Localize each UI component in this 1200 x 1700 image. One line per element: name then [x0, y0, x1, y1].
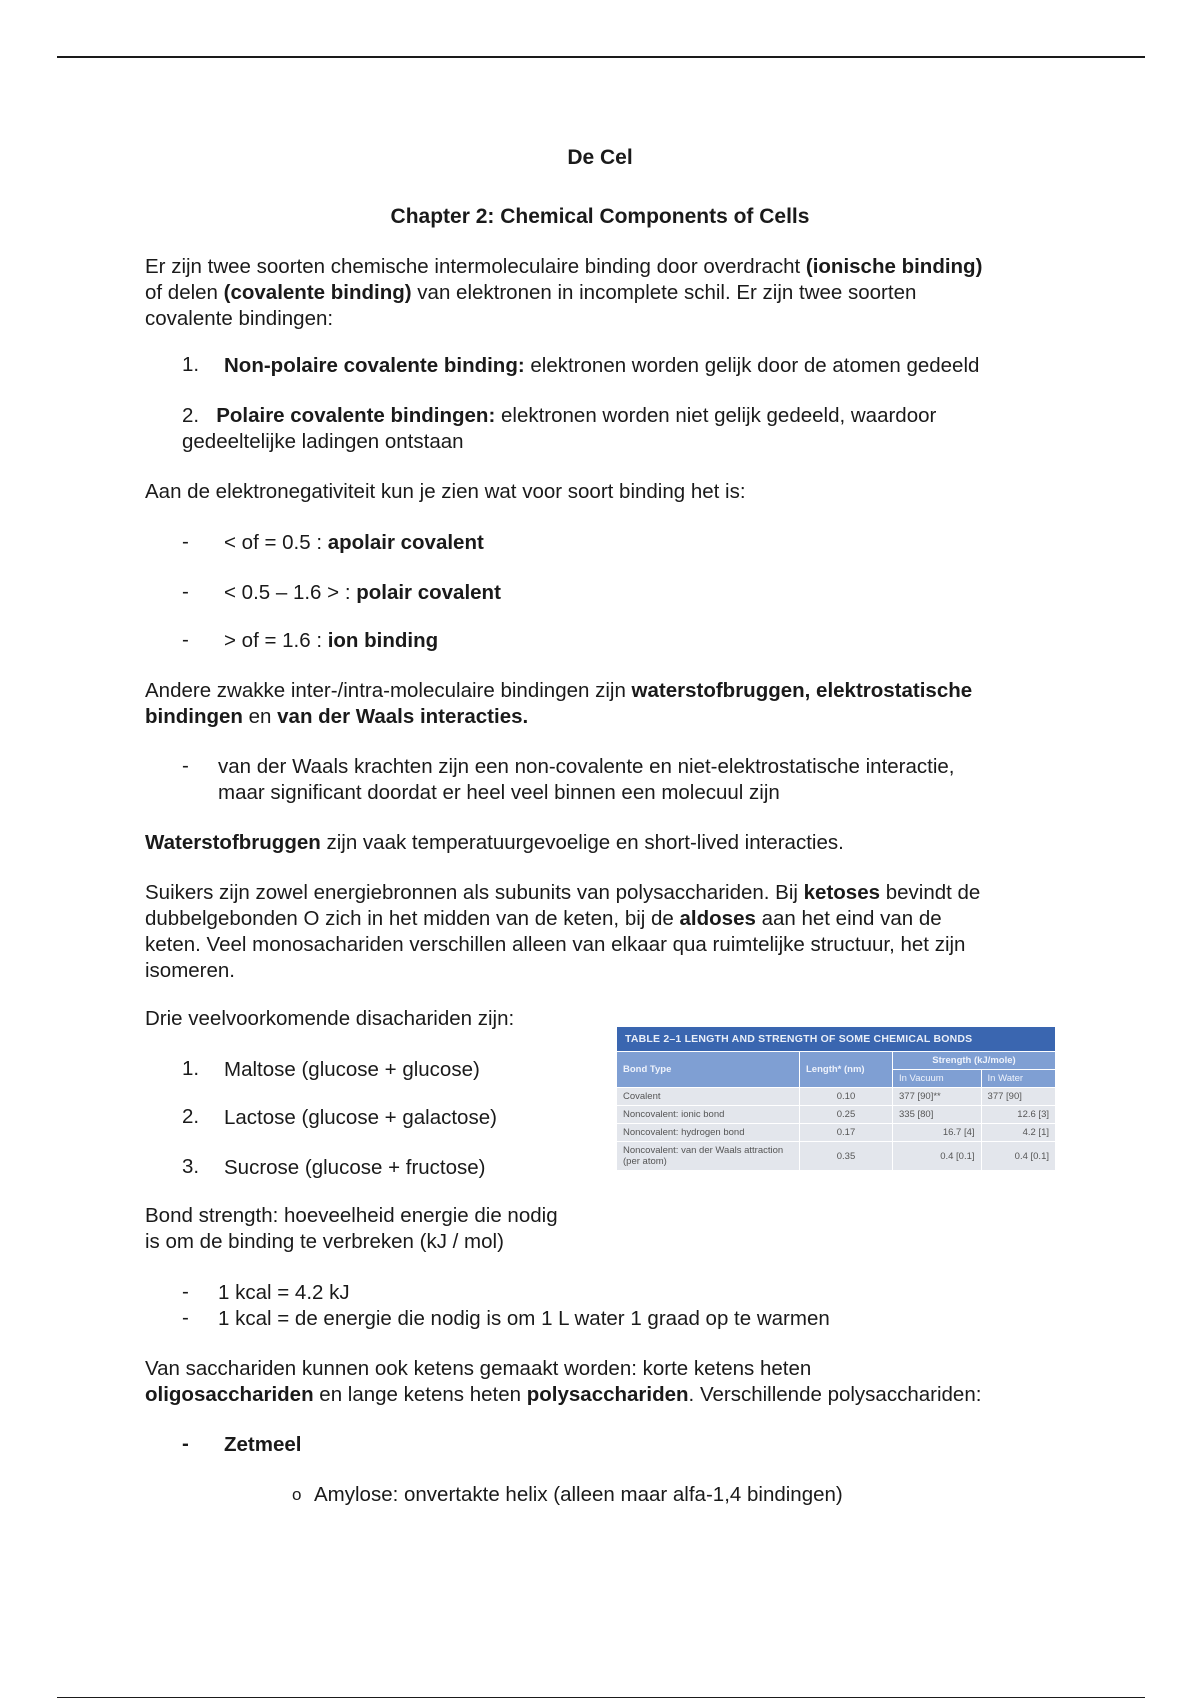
- dash-bullet: -: [182, 580, 189, 603]
- list-item: 1 kcal = 4.2 kJ: [218, 1281, 350, 1304]
- hydrogen-bond-paragraph: Waterstofbruggen zijn vaak temperatuurgevoelige en short-lived interacties.: [145, 831, 844, 854]
- sugars-paragraph: Suikers zijn zowel energiebronnen als subunits van polysacchariden. Bij ketoses bevindt de dubbelgebonden O zich in het midden van de keten, bij de aldoses aan het eind van de keten. Veel monosachariden verschillen alleen van elkaar qua ruimtelijke structuur, het zijn isomeren.: [145, 881, 981, 982]
- dash-bullet: -: [182, 1280, 189, 1303]
- table-cell: 0.4 [0.1]: [893, 1142, 982, 1171]
- table-cell: 0.4 [0.1]: [981, 1142, 1055, 1171]
- circle-bullet: o: [292, 1485, 302, 1504]
- table-cell: 335 [80]: [893, 1106, 982, 1124]
- electronegativity-intro: Aan de elektronegativiteit kun je zien wat voor soort binding het is:: [145, 480, 746, 503]
- bond-strength-table: [616, 1026, 1056, 1171]
- table-row: [617, 1106, 1056, 1124]
- table-cell: Covalent: [617, 1088, 800, 1106]
- table-caption: TABLE 2–1 LENGTH AND STRENGTH OF SOME CHEMICAL BONDS: [617, 1027, 1056, 1052]
- list-number: 1.: [182, 353, 200, 376]
- list-item: > of = 1.6 : ion binding: [224, 629, 439, 652]
- table-row: [617, 1088, 1056, 1106]
- polysaccharides-paragraph: Van sacchariden kunnen ook ketens gemaakt worden: korte ketens heten oligosacchariden en lange ketens heten polysacchariden. Verschillende polysacchariden:: [145, 1357, 982, 1406]
- table-cell: 16.7 [4]: [893, 1124, 982, 1142]
- list-item: 1 kcal = de energie die nodig is om 1 L water 1 graad op te warmen: [218, 1307, 830, 1330]
- table-cell: 0.35: [800, 1142, 893, 1171]
- intro-paragraph: Er zijn twee soorten chemische intermoleculaire binding door overdracht (ionische binding) of delen (covalente binding) van elektronen in incomplete schil. Er zijn twee soorten covalente bindingen:: [145, 255, 983, 330]
- document-title: De Cel: [567, 146, 633, 169]
- list-item: Non-polaire covalente binding: elektronen worden gelijk door de atomen gedeeld: [224, 354, 980, 377]
- table-cell: 4.2 [1]: [981, 1124, 1055, 1142]
- list-item: < 0.5 – 1.6 > : polair covalent: [224, 581, 501, 604]
- table-row: [617, 1124, 1056, 1142]
- table-cell: 0.25: [800, 1106, 893, 1124]
- table-cell: Noncovalent: hydrogen bond: [617, 1124, 800, 1142]
- dash-bullet: -: [182, 1432, 189, 1455]
- list-number: 3.: [182, 1155, 200, 1178]
- table-cell: 377 [90]**: [893, 1088, 982, 1106]
- list-item: Maltose (glucose + glucose): [224, 1058, 480, 1081]
- list-item: Amylose: onvertakte helix (alleen maar alfa-1,4 bindingen): [314, 1483, 843, 1506]
- list-item: van der Waals krachten zijn een non-covalente en niet-elektrostatische interactie, maar significant doordat er heel veel binnen een molecuul zijn: [218, 755, 955, 804]
- table-cell: 0.17: [800, 1124, 893, 1142]
- table-header: Length* (nm): [800, 1052, 893, 1088]
- dash-bullet: -: [182, 754, 189, 777]
- table-header: Bond Type: [617, 1052, 800, 1088]
- chapter-heading: Chapter 2: Chemical Components of Cells: [390, 205, 810, 228]
- list-item: 2. Polaire covalente bindingen: elektronen worden niet gelijk gedeeld, waardoor gedeeltelijke ladingen ontstaan: [182, 404, 937, 453]
- table-header: Strength (kJ/mole): [893, 1052, 1056, 1070]
- table-subheader: In Vacuum: [893, 1070, 982, 1088]
- table-row: [617, 1142, 1056, 1171]
- list-item: Zetmeel: [224, 1433, 302, 1456]
- table-cell: Noncovalent: ionic bond: [617, 1106, 800, 1124]
- list-number: 1.: [182, 1057, 200, 1080]
- table-cell: 0.10: [800, 1088, 893, 1106]
- weak-bonds-paragraph: Andere zwakke inter-/intra-moleculaire bindingen zijn waterstofbruggen, elektrostatische bindingen en van der Waals interacties.: [145, 679, 973, 728]
- bottom-rule: [57, 1697, 1145, 1698]
- dash-bullet: -: [182, 1306, 189, 1329]
- table-cell: 12.6 [3]: [981, 1106, 1055, 1124]
- list-item: < of = 0.5 : apolair covalent: [224, 531, 484, 554]
- dash-bullet: -: [182, 628, 189, 651]
- top-rule: [57, 56, 1145, 58]
- list-item: Sucrose (glucose + fructose): [224, 1156, 486, 1179]
- bond-strength-paragraph: Bond strength: hoeveelheid energie die nodig is om de binding te verbreken (kJ / mol): [145, 1204, 558, 1253]
- disaccharides-intro: Drie veelvoorkomende disachariden zijn:: [145, 1007, 515, 1030]
- table-subheader: In Water: [981, 1070, 1055, 1088]
- table-cell: 377 [90]: [981, 1088, 1055, 1106]
- list-number: 2.: [182, 1105, 200, 1128]
- dash-bullet: -: [182, 530, 189, 553]
- list-item: Lactose (glucose + galactose): [224, 1106, 497, 1129]
- table-cell: Noncovalent: van der Waals attraction (per atom): [617, 1142, 800, 1171]
